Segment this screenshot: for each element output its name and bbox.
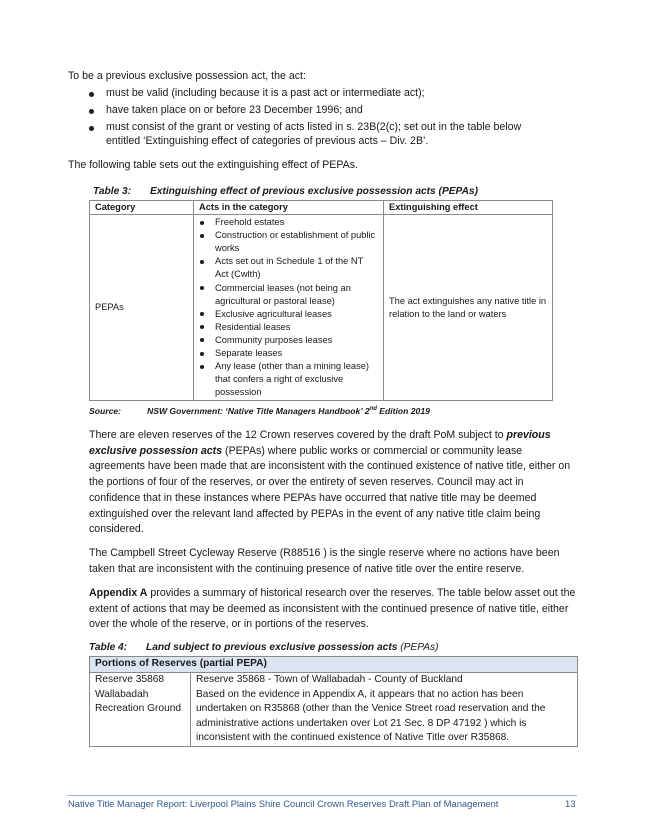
table-header-cell: Category (90, 201, 194, 215)
table4-title-suffix: (PEPAs) (397, 642, 439, 653)
criteria-item: have taken place on or before 23 December 1996; and (87, 104, 557, 118)
list-item: Residential leases (199, 321, 378, 334)
reserve-detail-text: Based on the evidence in Appendix A, it appears that no action has been undertaken on R35868 (other than the Venice Street road reservation and the administrative actions undertaken over Lot 21 Sec. 8 DP 47192 ) which is inconsistent with the continued existence of Native Title over R35868. (196, 688, 546, 743)
paragraph-pepa-summary (89, 428, 577, 538)
reserve-detail-title: Reserve 35868 - Town of Wallabadah - County of Buckland (196, 674, 463, 685)
reserve-detail-cell (191, 673, 578, 747)
table3-number: Table 3: (93, 186, 132, 197)
list-item: Exclusive agricultural leases (199, 308, 378, 321)
category-cell: PEPAs (90, 215, 194, 401)
criteria-item: must be valid (including because it is a past act or intermediate act); (87, 87, 557, 101)
acts-cell (194, 215, 384, 401)
footer-divider (67, 795, 577, 796)
acts-list (199, 216, 378, 399)
criteria-item: must consist of the grant or vesting of acts listed in s. 23B(2(c); set out in the table below entitled ‘Extinguishing effect of categories of previous acts – Div. 2B’. (87, 121, 557, 148)
source-superscript: nd (369, 406, 377, 413)
paragraph-appendix (89, 586, 577, 633)
table-header-cell: Portions of Reserves (partial PEPA) (90, 657, 578, 673)
table-header-row (90, 201, 553, 215)
page-number: 13 (565, 798, 576, 809)
reserve-name-cell: Reserve 35868 Wallabadah Recreation Ground (90, 673, 191, 747)
source-label: Source: (89, 406, 121, 416)
table3 (89, 200, 553, 401)
table-row (90, 673, 578, 747)
effect-cell: The act extinguishes any native title in relation to the land or waters (384, 215, 553, 401)
table-intro: The following table sets out the extinguishing effect of PEPAs. (68, 159, 358, 171)
table3-source (89, 406, 569, 416)
table-header-row (90, 657, 578, 673)
appendix-ref: Appendix A (89, 587, 148, 599)
list-item: Community purposes leases (199, 334, 378, 347)
paragraph-cycleway: The Campbell Street Cycleway Reserve (R88516 ) is the single reserve where no actions have been taken that are inconsistent with the continuing presence of native title over the entire reserve. (89, 547, 560, 575)
table-row (90, 215, 553, 401)
paragraph-text: (PEPAs) where public works or commercial or community lease agreements have been made that are inconsistent with the continued existence of native title, either on the portions of four of the reserves, or over the entirety of seven reserves. Council may act in confidence that in these instances where PEPAs have occurred that native title may be deemed extinguished over the relevant land affected by PEPAs in the event of any native title claim being considered. (89, 444, 571, 536)
list-item: Construction or establishment of public works (199, 229, 378, 255)
table4-caption (89, 642, 569, 653)
list-item: Acts set out in Schedule 1 of the NT Act (Cwlth) (199, 255, 378, 281)
emphasis-text: previous exclusive possession acts (89, 429, 551, 457)
intro-lead: To be a previous exclusive possession act, the act: (68, 70, 306, 82)
pepa-criteria-list (87, 87, 557, 148)
table3-caption (93, 186, 573, 197)
table4 (89, 656, 578, 747)
table4-number: Table 4: (89, 642, 128, 653)
list-item: Any lease (other than a mining lease) that confers a right of exclusive possession (199, 360, 378, 399)
source-edition: Edition 2019 (376, 406, 430, 416)
table3-title: Extinguishing effect of previous exclusive possession acts (PEPAs) (150, 186, 478, 197)
footer-title: Native Title Manager Report: Liverpool Plains Shire Council Crown Reserves Draft Plan of Management (68, 798, 499, 809)
list-item: Freehold estates (199, 216, 378, 229)
table4-title: Land subject to previous exclusive possession acts (146, 642, 398, 653)
source-text: NSW Government: ‘Native Title Managers Handbook’ 2 (147, 406, 370, 416)
table-header-cell: Acts in the category (194, 201, 384, 215)
paragraph-text: provides a summary of historical research over the reserves. The table below asset out the extent of actions that may be deemed as inconsistent with the continued presence of native title, either over the whole of the reserve, or in portions of the reserves. (89, 587, 576, 631)
list-item: Separate leases (199, 347, 378, 360)
list-item: Commercial leases (not being an agricultural or pastoral lease) (199, 282, 378, 308)
table-header-cell: Extinguishing effect (384, 201, 553, 215)
paragraph-text: There are eleven reserves of the 12 Crown reserves covered by the draft PoM subject to (89, 429, 507, 441)
